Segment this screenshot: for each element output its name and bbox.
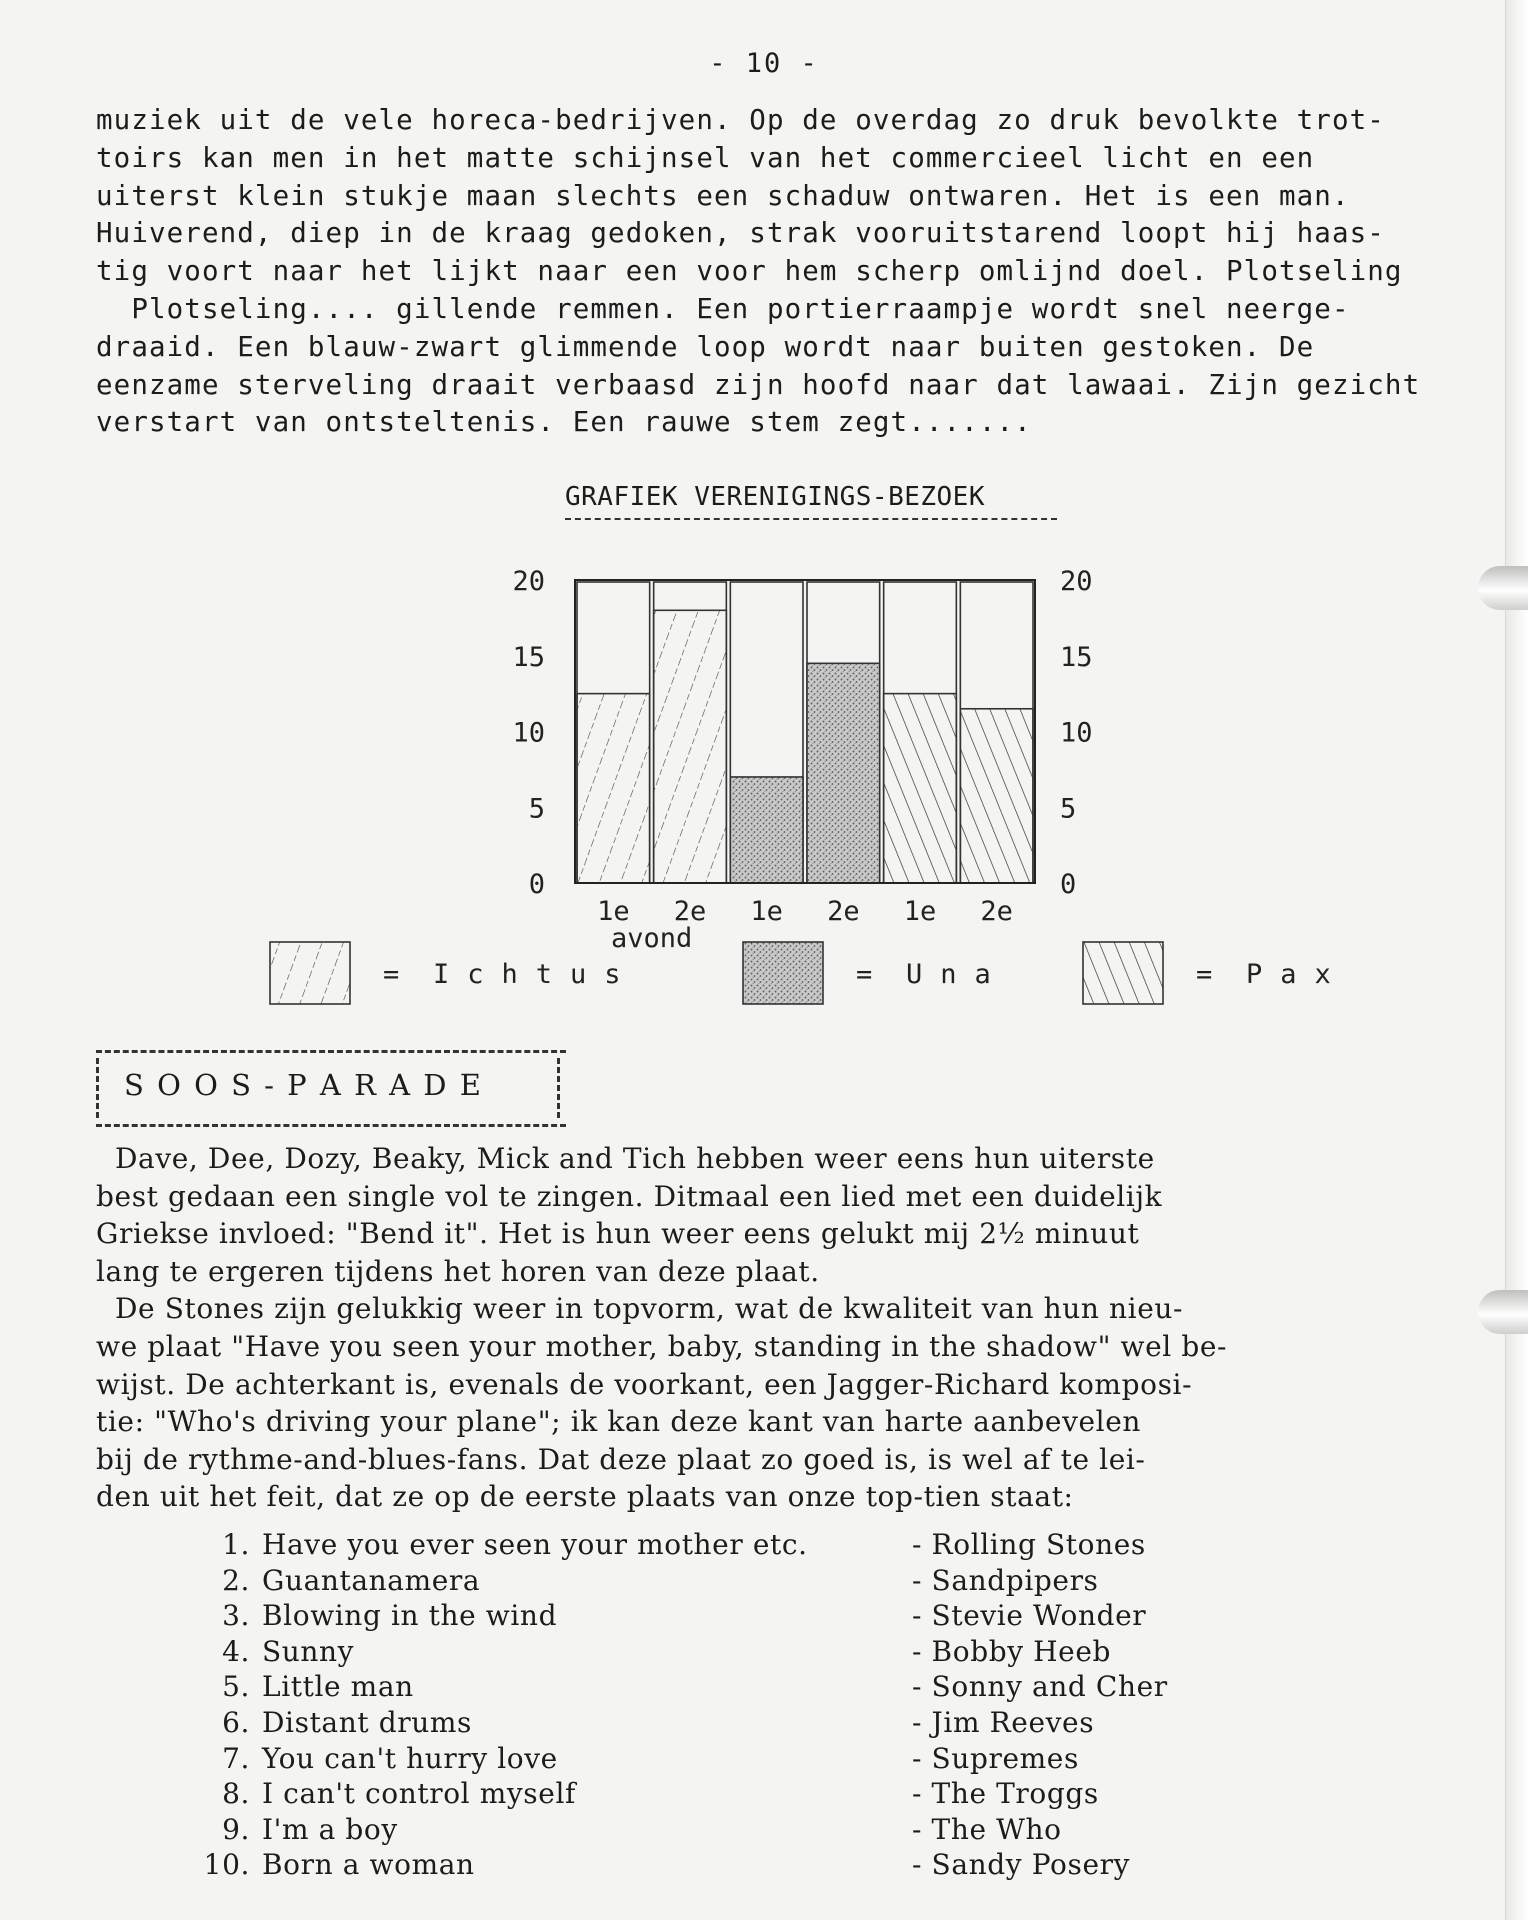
song-title: Distant drums [262, 1705, 472, 1739]
rank: 8. [222, 1777, 250, 1811]
legend-label-una: Una [906, 959, 1009, 990]
song-title: You can't hurry love [262, 1741, 558, 1775]
list-item [165, 1527, 1168, 1563]
song-title: Have you ever seen your mother etc. [262, 1528, 808, 1561]
list-item [165, 1598, 1168, 1634]
y-tick-label-left: 5 [528, 793, 545, 825]
legend-label-ichtus: Ichtus [433, 959, 639, 990]
chart-title-underline [565, 518, 1057, 520]
legend-swatch-ichtus [270, 942, 350, 1004]
list-item [165, 1847, 1168, 1883]
section-rule-right [557, 1058, 566, 1118]
legend-swatch-una [743, 942, 823, 1004]
bar-pax [884, 694, 957, 883]
y-tick-label-right: 5 [1060, 793, 1077, 825]
song-title: I can't control myself [262, 1777, 576, 1811]
text-line: Plotseling.... gillende remmen. Een portierraampje wordt snel neerge- [96, 292, 1350, 325]
song-title: I'm a boy [262, 1812, 398, 1846]
song-title: Sunny [262, 1634, 355, 1668]
x-tick-label: 1e [750, 896, 783, 927]
chart-title: GRAFIEK VERENIGINGS-BEZOEK [565, 482, 985, 512]
artist: - Rolling Stones [912, 1528, 1146, 1561]
y-tick-label-left: 0 [528, 869, 545, 900]
list-item [165, 1812, 1168, 1848]
review-paragraph [96, 1140, 1496, 1516]
artist: - Sandpipers [912, 1563, 1099, 1597]
y-tick-label-right: 15 [1060, 641, 1093, 673]
artist: - Stevie Wonder [912, 1599, 1147, 1633]
song-title: Guantanamera [262, 1563, 481, 1597]
x-tick-label: 2e [673, 896, 707, 927]
text-line: Huiverend, diep in de kraag gedoken, strak vooruitstarend loopt hij haas- [96, 217, 1385, 250]
x-tick-label: 2e [827, 896, 860, 927]
top-ten-list [165, 1527, 1168, 1883]
text-line: draaid. Een blauw-zwart glimmende loop wordt naar buiten gestoken. De [96, 330, 1315, 363]
list-item [165, 1563, 1168, 1599]
text-line: toirs kan men in het matte schijnsel van het commercieel licht en een [96, 141, 1315, 174]
x-axis-label: avond [611, 923, 693, 954]
legend-label-pax: Pax [1246, 959, 1349, 990]
artist: - The Who [912, 1812, 1062, 1846]
text-line: eenzame sterveling draait verbaasd zijn hoofd naar dat lawaai. Zijn gezicht [96, 368, 1421, 401]
text-line: tig voort naar het lijkt naar een voor hem scherp omlijnd doel. Plotseling [96, 255, 1403, 288]
y-tick-label-right: 20 [1060, 566, 1093, 597]
bar-pax [960, 709, 1033, 883]
bar-una [807, 663, 880, 883]
section-rule-bottom [96, 1124, 566, 1127]
rank: 4. [222, 1634, 250, 1668]
list-item [165, 1705, 1168, 1741]
artist: - Supremes [912, 1741, 1079, 1775]
bar-ichtus [577, 694, 650, 883]
artist: - Sandy Posery [912, 1848, 1131, 1882]
text-line: muziek uit de vele horeca-bedrijven. Op de overdag zo druk bevolkte trot- [96, 104, 1385, 136]
y-tick-label-left: 15 [512, 641, 545, 673]
x-tick-label: 1e [903, 896, 937, 927]
song-title: Born a woman [262, 1848, 475, 1882]
rank: 2. [222, 1563, 250, 1597]
rank: 5. [222, 1670, 250, 1704]
x-tick-label: 2e [980, 896, 1013, 927]
section-rule-left [96, 1058, 105, 1118]
text-line: uiterst klein stukje maan slechts een schaduw ontwaren. Het is een man. [96, 179, 1350, 212]
song-title: Little man [262, 1670, 414, 1704]
artist: - The Troggs [912, 1777, 1099, 1811]
text-line: tie: "Who's driving your plane"; ik kan deze kant van harte aanbevelen [96, 1405, 1142, 1439]
legend-equals: = [856, 959, 873, 990]
text-line: we plaat "Have you seen your mother, baby, standing in the shadow" wel be- [96, 1329, 1228, 1363]
artist: - Bobby Heeb [912, 1634, 1112, 1668]
text-line: Dave, Dee, Dozy, Beaky, Mick and Tich hebben weer eens hun uiterste [96, 1142, 1155, 1175]
y-tick-label-right: 0 [1060, 869, 1077, 900]
page-number: - 10 - [709, 48, 819, 79]
text-line: De Stones zijn gelukkig weer in topvorm, wat de kwaliteit van hun nieu- [96, 1292, 1184, 1326]
list-item [165, 1741, 1168, 1777]
legend-equals: = [1196, 959, 1213, 990]
y-tick-label-left: 10 [512, 717, 545, 749]
list-item [165, 1669, 1168, 1705]
rank: 6. [222, 1705, 250, 1739]
section-rule-top [96, 1050, 566, 1053]
legend-swatch-pax [1083, 942, 1163, 1004]
text-line: best gedaan een single vol te zingen. Ditmaal een lied met een duidelijk [96, 1179, 1163, 1213]
text-line: Griekse invloed: "Bend it". Het is hun weer eens gelukt mij 2½ minuut [96, 1217, 1140, 1251]
section-title: S O O S - P A R A D E [124, 1068, 483, 1102]
rank: 7. [222, 1741, 250, 1775]
story-paragraph [96, 102, 1496, 442]
legend-equals: = [383, 959, 400, 990]
song-title: Blowing in the wind [262, 1599, 558, 1633]
y-tick-label-right: 10 [1060, 717, 1093, 749]
bar-una [730, 777, 803, 883]
rank: 1. [222, 1528, 250, 1561]
list-item [165, 1634, 1168, 1670]
text-line: bij de rythme-and-blues-fans. Dat deze plaat zo goed is, is wel af te lei- [96, 1442, 1146, 1476]
x-tick-label: 1e [597, 896, 630, 927]
rank: 9. [222, 1812, 250, 1846]
rank: 10. [203, 1848, 250, 1882]
artist: - Jim Reeves [912, 1705, 1095, 1739]
text-line: wijst. De achterkant is, evenals de voorkant, een Jagger-Richard komposi- [96, 1367, 1193, 1401]
list-item [165, 1776, 1168, 1812]
bar-ichtus [654, 610, 727, 883]
attendance-chart [0, 540, 1528, 1020]
rank: 3. [222, 1599, 250, 1633]
text-line: den uit het feit, dat ze op de eerste plaats van onze top-tien staat: [96, 1480, 1074, 1514]
artist: - Sonny and Cher [912, 1670, 1168, 1704]
text-line: verstart van ontsteltenis. Een rauwe stem zegt....... [96, 406, 1032, 439]
y-tick-label-left: 20 [512, 566, 545, 597]
text-line: lang te ergeren tijdens het horen van deze plaat. [96, 1254, 820, 1288]
